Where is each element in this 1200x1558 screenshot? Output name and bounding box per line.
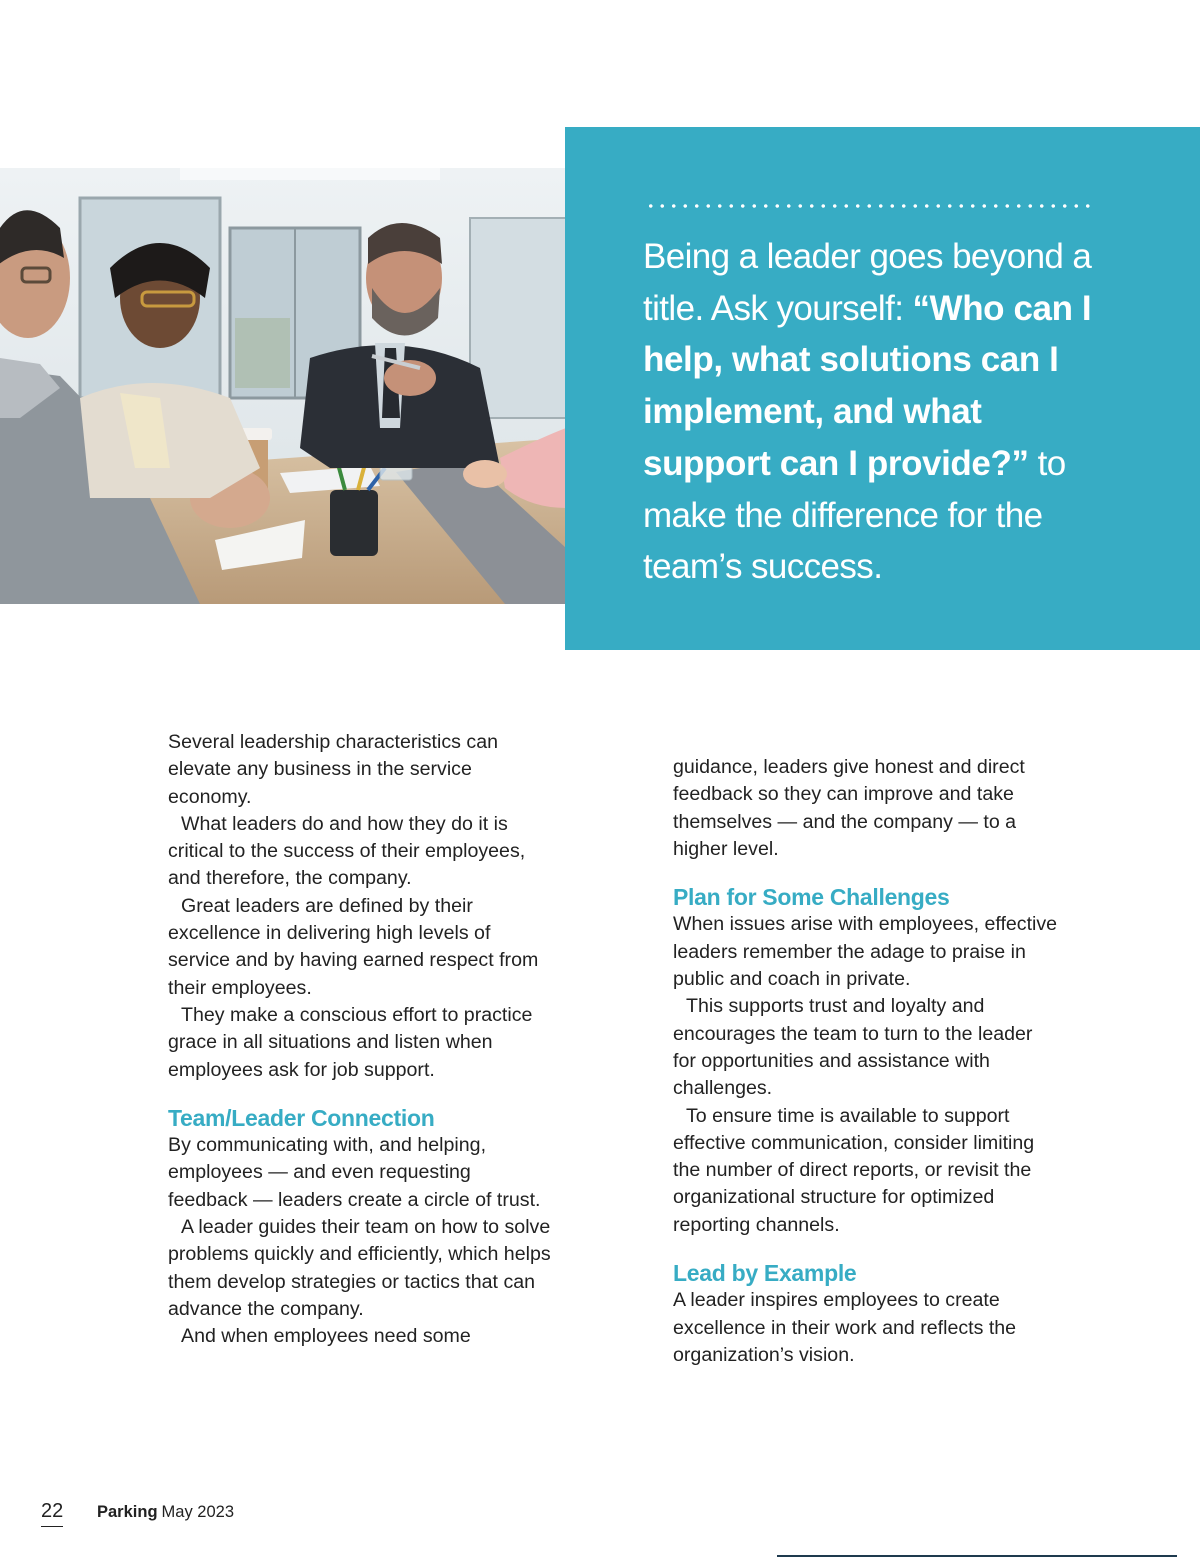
paragraph: A leader inspires employees to create excellence in their work and reflects the organization’s vision. bbox=[673, 1289, 1017, 1366]
paragraph: They make a conscious effort to practice grace in all situations and listen when employees ask for job support. bbox=[168, 1003, 533, 1081]
subheading-lead-by-example: Lead by Example bbox=[673, 1260, 857, 1287]
paragraph: By communicating with, and helping, employees — and even requesting feedback — leaders create a circle of trust. bbox=[168, 1134, 541, 1211]
paragraph: Several leadership characteristics can elevate any business in the service economy. bbox=[168, 731, 498, 808]
meeting-illustration bbox=[0, 168, 566, 604]
publication-footer bbox=[97, 1503, 234, 1522]
paragraph: guidance, leaders give honest and direct feedback so they can improve and take themselves — and the company — to a higher level. bbox=[673, 756, 1025, 860]
pull-quote-emphasis: “Who can I help, what solutions can I implement, and what support can I provide?” bbox=[643, 288, 1092, 483]
article-column-left bbox=[168, 729, 553, 1351]
paragraph: When issues arise with employees, effective leaders remember the adage to praise in public and coach in private. bbox=[673, 913, 1058, 991]
paragraph: This supports trust and loyalty and encourages the team to turn to the leader for opportunities and assistance with challenges. bbox=[673, 995, 1033, 1100]
page-number: 22 bbox=[41, 1500, 63, 1527]
subheading-plan-for-challenges: Plan for Some Challenges bbox=[673, 884, 950, 911]
paragraph: A leader guides their team on how to solve problems quickly and efficiently, which helps them develop strategies or tactics that can advance the company. bbox=[168, 1216, 551, 1320]
subheading-team-leader-connection: Team/Leader Connection bbox=[168, 1104, 435, 1131]
paragraph: To ensure time is available to support effective communication, consider limiting the number of direct reports, or revisit the organizational structure for optimized reporting channels. bbox=[673, 1104, 1035, 1236]
paragraph: Great leaders are defined by their excellence in delivering high levels of service and by having earned respect from their employees. bbox=[168, 894, 539, 999]
paragraph: And when employees need some bbox=[181, 1325, 471, 1348]
pull-quote-box bbox=[565, 127, 1200, 650]
meeting-photo bbox=[0, 168, 566, 604]
pull-quote-outro: to make the difference for the team’s success. bbox=[643, 443, 1066, 587]
issue-date: May 2023 bbox=[161, 1503, 234, 1521]
paragraph: What leaders do and how they do it is critical to the success of their employees, and therefore, the company. bbox=[168, 812, 526, 890]
article-column-right bbox=[673, 754, 1058, 1369]
dotted-divider bbox=[645, 203, 1097, 209]
publication-name: Parking bbox=[97, 1503, 158, 1521]
footer-rule bbox=[777, 1555, 1177, 1557]
pull-quote bbox=[643, 231, 1113, 593]
pull-quote-intro: Being a leader goes beyond a title. Ask yourself: bbox=[643, 237, 1092, 328]
